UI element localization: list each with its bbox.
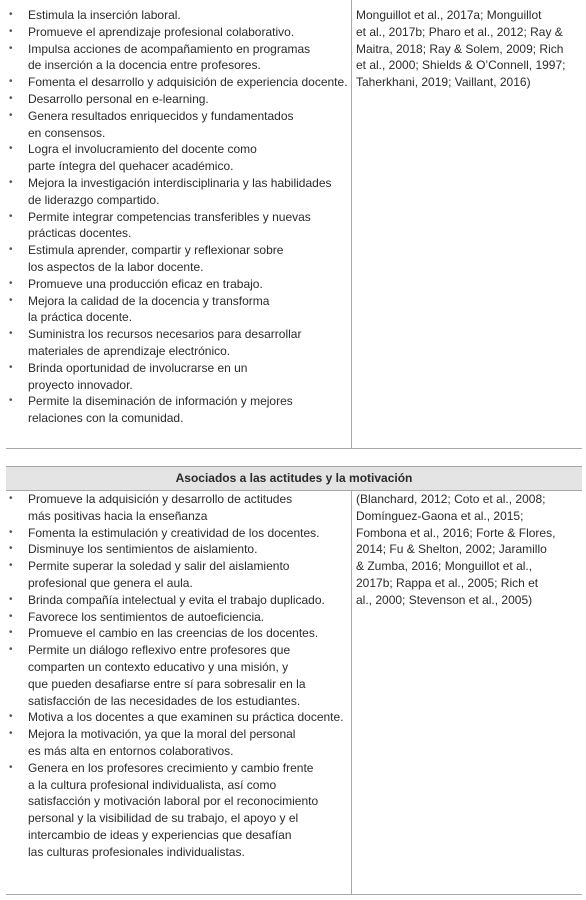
references-text: (Blanchard, 2012; Coto et al., 2008; Domínguez-Gaona et al., 2015; Fombona et al., 2016; Forte & Flores, 2014; Fu & Shelton, 2002; Jaramillo & Zumba, 2016; Monguillot et al., 2017b; Rappa et al., 2005; Rich et al., 2000; Stevenson et al., 2005) [356,492,556,607]
list-item: • Mejora la investigación interdisciplinaria y las habilidades de liderazgo compartido. [6,175,350,209]
list-item: • Permite superar la soledad y salir del aislamiento profesional que genera el aula. [6,558,350,592]
table-section-2 [6,490,582,894]
list-item: • Mejora la calidad de la docencia y transforma la práctica docente. [6,293,350,327]
list-item: • Genera en los profesores crecimiento y cambio frente a la cultura profesional individualista, así como satisfacción y motivación laboral por el reconocimiento personal y la visibilidad de su trabajo, el apoyo y el intercambio de ideas y experiencias que desafían las culturas profesionales individualistas. [6,760,350,861]
list-item: • Desarrollo personal en e-learning. [6,91,350,108]
references-column [356,7,578,91]
table-bottom-border [6,894,582,895]
column-divider [351,490,352,894]
list-item: • Mejora la motivación, ya que la moral del personal es más alta en entornos colaborativos. [6,726,350,760]
list-item: • Suministra los recursos necesarios para desarrollar materiales de aprendizaje electrónico. [6,326,350,360]
references-text: Monguillot et al., 2017a; Monguillot et al., 2017b; Pharo et al., 2012; Ray & Maitra, 2018; Ray & Solem, 2009; Rich et al., 2000; Shields & O’Connell, 1997; Taherkhani, 2019; Vaillant, 2016) [356,8,566,90]
list-item: • Motiva a los docentes a que examinen su práctica docente. [6,709,350,726]
list-item: • Promueve el cambio en las creencias de los docentes. [6,625,350,642]
list-item: • Fomenta el desarrollo y adquisición de experiencia docente. [6,74,350,91]
benefits-column [6,7,350,427]
list-item: • Permite integrar competencias transferibles y nuevas prácticas docentes. [6,209,350,243]
benefits-list [6,7,350,427]
list-item: • Estimula la inserción laboral. [6,7,350,24]
list-item: • Promueve el aprendizaje profesional colaborativo. [6,24,350,41]
list-item: • Impulsa acciones de acompañamiento en programas de inserción a la docencia entre profesores. [6,41,350,75]
list-item: • Promueve una producción eficaz en trabajo. [6,276,350,293]
list-item: • Promueve la adquisición y desarrollo de actitudes más positivas hacia la enseñanza [6,491,350,525]
list-item: • Brinda oportunidad de involucrarse en un proyecto innovador. [6,360,350,394]
benefits-column [6,491,350,861]
references-column [356,491,578,609]
list-item: • Permite un diálogo reflexivo entre profesores que comparten un contexto educativo y una misión, y que pueden desafiarse entre sí para sobresalir en la satisfacción de las necesidades de los estudiantes. [6,642,350,709]
list-item: • Logra el involucramiento del docente como parte íntegra del quehacer académico. [6,141,350,175]
list-item: • Permite la diseminación de información y mejores relaciones con la comunidad. [6,393,350,427]
list-item: • Fomenta la estimulación y creatividad de los docentes. [6,525,350,542]
list-item: • Estimula aprender, compartir y reflexionar sobre los aspectos de la labor docente. [6,242,350,276]
column-divider [351,0,352,448]
section-header-actitudes: Asociados a las actitudes y la motivación [6,466,582,491]
list-item: • Brinda compañía intelectual y evita el trabajo duplicado. [6,592,350,609]
list-item: • Favorece los sentimientos de autoeficiencia. [6,609,350,626]
list-item: • Genera resultados enriquecidos y fundamentados en consensos. [6,108,350,142]
section-divider [6,448,582,449]
list-item: • Disminuye los sentimientos de aislamiento. [6,541,350,558]
table-section-1 [6,0,582,448]
benefits-list [6,491,350,861]
